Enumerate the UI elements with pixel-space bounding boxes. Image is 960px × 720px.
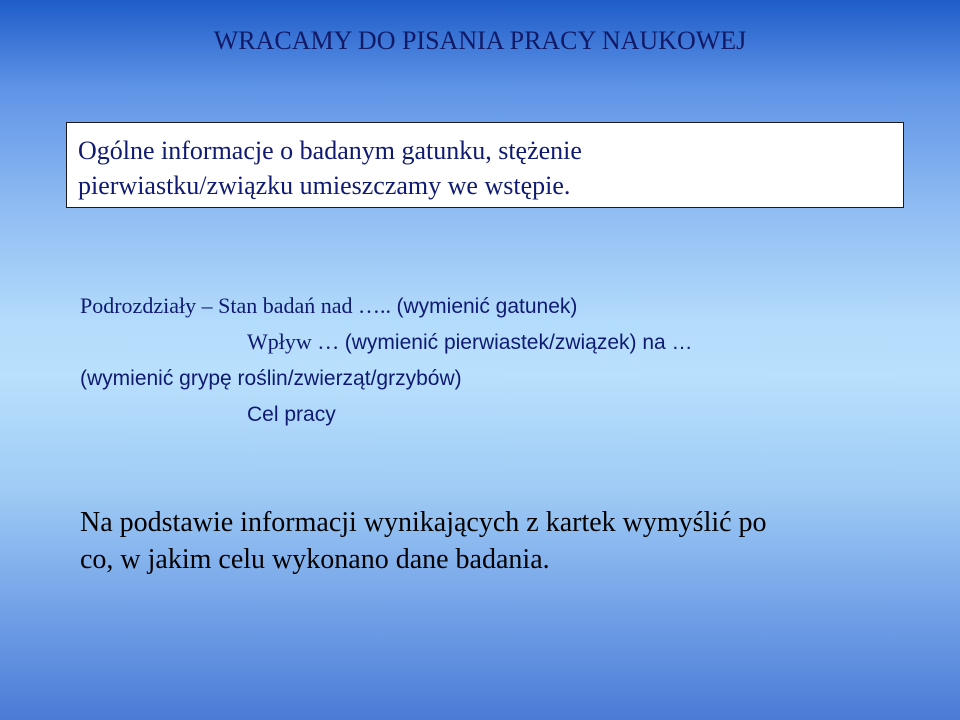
final-line-1: Na podstawie informacji wynikających z kartek wymyślić po bbox=[80, 507, 767, 538]
subsection-line-3 bbox=[80, 360, 900, 396]
final-instruction bbox=[80, 504, 900, 578]
subsections-label: Podrozdziały bbox=[80, 293, 197, 318]
subsection-2-text: Wpływ … bbox=[247, 329, 345, 354]
subsection-3-text: Cel pracy bbox=[247, 403, 336, 426]
subsection-line-4 bbox=[80, 396, 900, 432]
final-line-2: co, w jakim celu wykonano dane badania. bbox=[80, 544, 550, 575]
intro-line-1: Ogólne informacje o badanym gatunku, stężenie bbox=[78, 136, 582, 165]
subsection-line-2 bbox=[80, 324, 900, 360]
subsection-2-hint-cont: (wymienić grypę roślin/zwierząt/grzybów) bbox=[80, 367, 462, 390]
slide-title: WRACAMY DO PISANIA PRACY NAUKOWEJ bbox=[213, 26, 747, 55]
intro-box bbox=[66, 122, 904, 208]
intro-line-2: pierwiastku/związku umieszczamy we wstępie. bbox=[78, 171, 571, 200]
subsection-line-1 bbox=[80, 288, 900, 324]
subsection-1-hint: (wymienić gatunek) bbox=[396, 295, 578, 318]
subsections-block bbox=[80, 288, 900, 432]
subsection-2-hint: (wymienić pierwiastek/związek) na … bbox=[344, 331, 693, 354]
subsection-1-text: – Stan badań nad ….. bbox=[201, 293, 397, 318]
